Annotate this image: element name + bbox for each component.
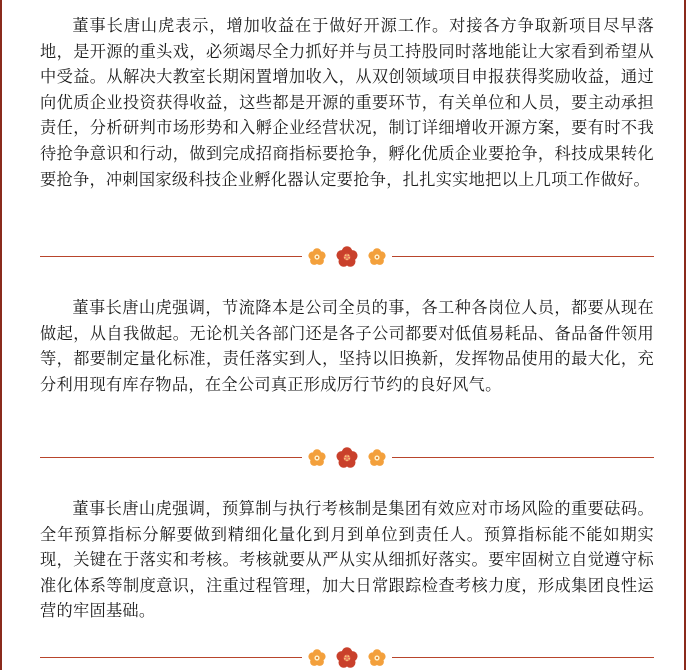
divider-rule-right: [392, 256, 654, 257]
orange-flower-icon: [368, 649, 385, 666]
orange-flower-icon: [308, 248, 325, 265]
section-divider: [40, 445, 654, 471]
divider-flowers: [304, 445, 390, 471]
orange-flower-icon: [308, 649, 325, 666]
orange-flower-icon: [308, 449, 325, 466]
divider-rule-right: [392, 657, 654, 658]
divider-rule-right: [392, 457, 654, 458]
section-divider: [40, 244, 654, 270]
red-plum-blossom-icon: [336, 647, 357, 668]
article-paragraph-cost-saving: 董事长唐山虎强调，节流降本是公司全员的事，各工种各岗位人员，都要从现在做起，从自我做起。无论机关各部门还是各子公司都要对低值易耗品、备品备件领用等，都要制定量化标准，责任落实到人，坚持以旧换新，发挥物品使用的最大化，充分利用现有库存物品，在全公司真正形成厉行节约的良好风气。: [40, 298, 654, 394]
orange-flower-icon: [368, 449, 385, 466]
divider-rule-left: [40, 657, 302, 658]
divider-rule-left: [40, 256, 302, 257]
orange-flower-icon: [368, 248, 385, 265]
divider-rule-left: [40, 457, 302, 458]
divider-flowers: [304, 645, 390, 671]
red-plum-blossom-icon: [336, 246, 357, 267]
red-plum-blossom-icon: [336, 447, 357, 468]
article-paragraph-budget: 董事长唐山虎强调，预算制与执行考核制是集团有效应对市场风险的重要砝码。全年预算指标分解要做到精细化量化到月到单位到责任人。预算指标能不能如期实现，关键在于落实和考核。考核就要从严从实从细抓好落实。要牢固树立自觉遵守标准化体系等制度意识，注重过程管理，加大日常跟踪检查考核力度，形成集团良性运营的牢固基础。: [40, 499, 654, 621]
article-paragraph-revenue: 董事长唐山虎表示，增加收益在于做好开源工作。对接各方争取新项目尽早落地，是开源的重头戏，必须竭尽全力抓好并与员工持股同时落地能让大家看到希望从中受益。从解决大教室长期闲置增加收入，从双创领域项目申报获得奖励收益，通过向优质企业投资获得收益，这些都是开源的重要环节，有关单位和人员，要主动承担责任，分析研判市场形势和入孵企业经营状况，制订详细增收开源方案，要有时不我待抢争意识和行动，做到完成招商指标要抢争，孵化优质企业要抢争，科技成果转化要抢争，冲刺国家级科技企业孵化器认定要抢争，扎扎实实地把以上几项工作做好。: [40, 16, 654, 189]
divider-flowers: [304, 244, 390, 270]
section-divider: [40, 645, 654, 671]
